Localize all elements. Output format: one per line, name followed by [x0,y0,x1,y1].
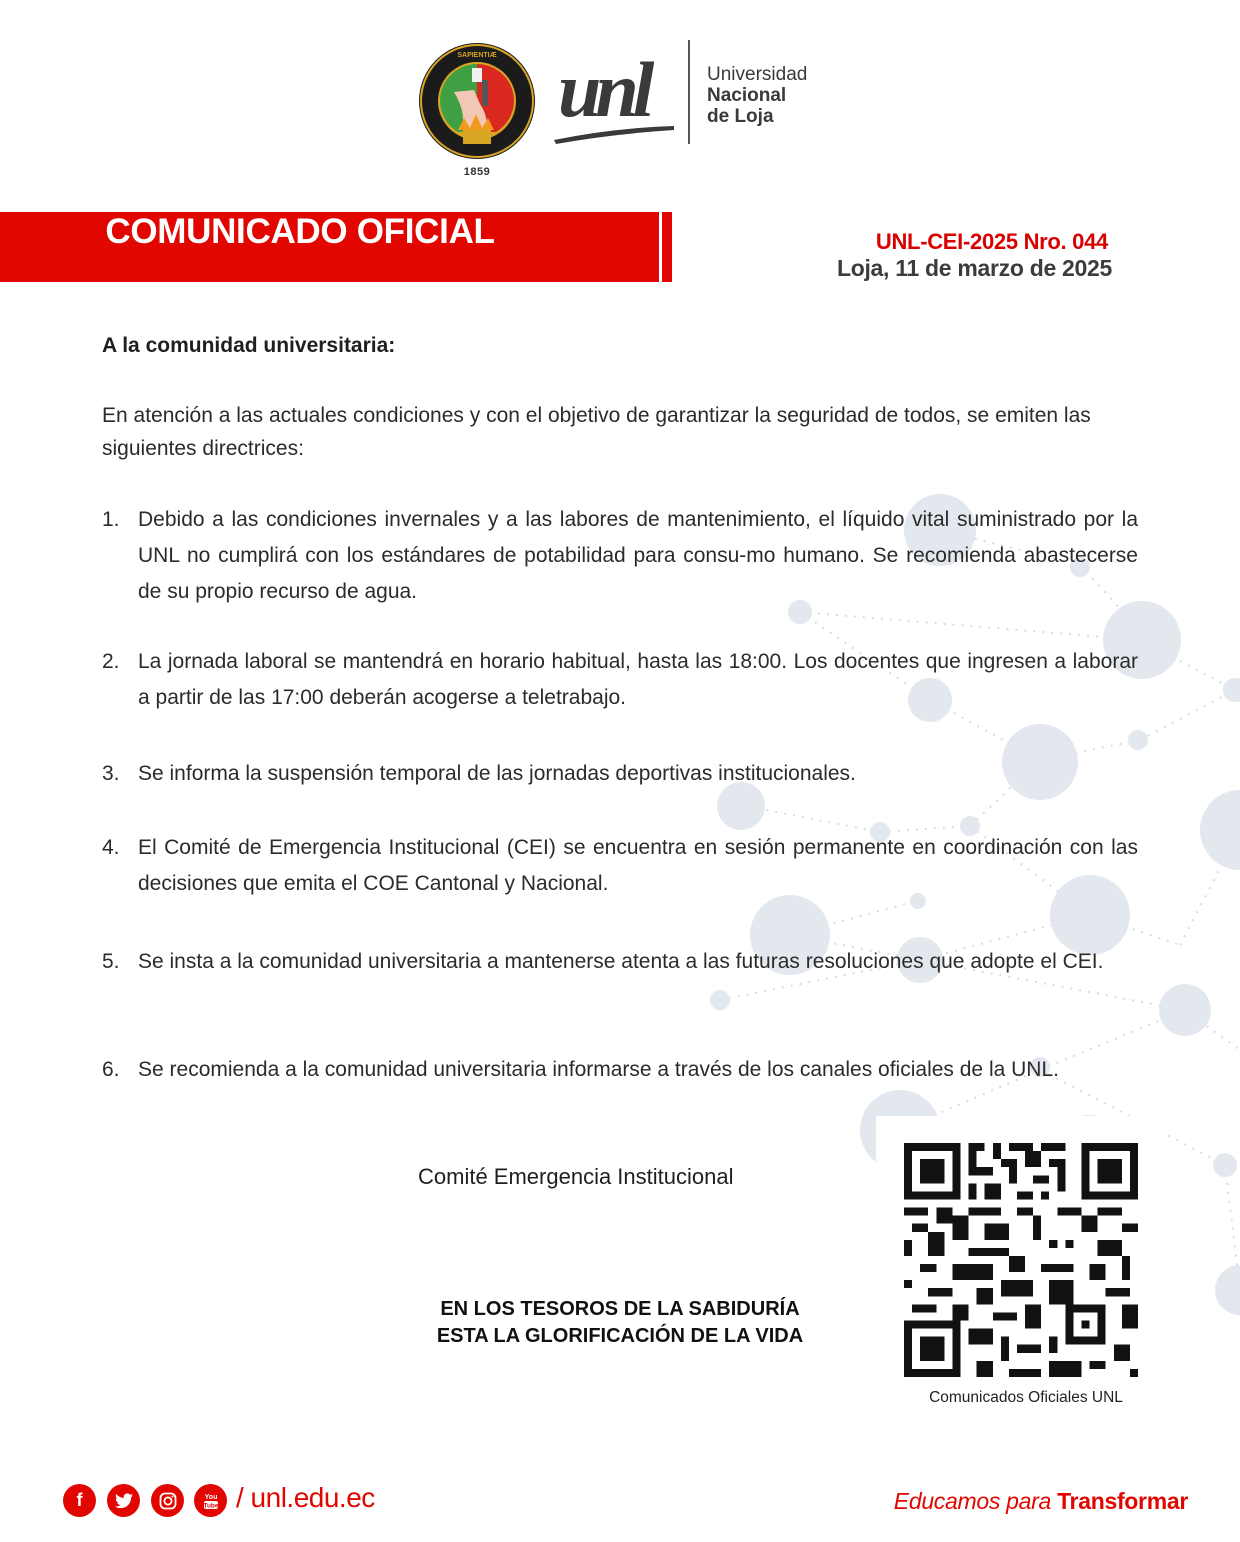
document-date: Loja, 11 de marzo de 2025 [836,255,1112,281]
motto-line-1: EN LOS TESOROS DE LA SABIDURÍA [440,1298,800,1320]
university-name [707,64,807,127]
directive-number: 1. [102,508,120,531]
page-title [0,212,700,282]
facebook-glyph: f [76,1490,83,1510]
qr-code[interactable] [904,1143,1138,1377]
directive-number: 2. [102,650,120,673]
instagram-icon[interactable] [151,1484,184,1517]
svg-text:Tube: Tube [202,1502,219,1509]
facebook-icon[interactable] [63,1484,96,1517]
institutional-motto [400,1296,840,1350]
motto-line-2: ESTA LA GLORIFICACIÓN DE LA VIDA [436,1325,804,1347]
slogan-bold: Transformar [1057,1488,1188,1514]
svg-text:You: You [204,1493,217,1501]
directive-text: Se recomienda a la comunidad universitaria informarse a través de los canales oficiales de la UNL. [138,1058,1059,1081]
directive-number: 5. [102,950,120,973]
directive-text: El Comité de Emergencia Institucional (CEI) se encuentra en sesión permanente en coordinación con las decisiones que emita el COE Cantonal y Nacional. [138,836,1138,895]
directive-item [102,644,1138,716]
directive-number: 4. [102,836,120,859]
youtube-icon[interactable] [194,1484,227,1517]
intro-paragraph: En atención a las actuales condiciones y con el objetivo de garantizar la seguridad de todos, se emiten las siguientes directrices: [102,404,1091,460]
directive-item [102,756,1138,792]
directive-item [102,830,1138,902]
website-link[interactable]: / unl.edu.ec [236,1482,375,1513]
unl-wordmark-logo [552,40,677,148]
directive-number: 6. [102,1058,120,1081]
svg-text:SAPIENTIÆ: SAPIENTIÆ [457,52,497,59]
directive-item [102,1052,1138,1088]
slogan [894,1488,1188,1515]
university-seal-logo [418,42,536,160]
instagram-glyph [159,1492,177,1510]
university-name-line-1: Universidad [707,64,808,85]
document-number: UNL-CEI-2025 Nro. 044 [875,229,1108,254]
directive-text: Debido a las condiciones invernales y a las labores de mantenimiento, el líquido vital suministrado por la UNL no cumplirá con los estándares de potabilidad para consu-mo humano. Se recomienda abastecerse de su propio recurso de agua. [138,508,1138,603]
directive-text: Se informa la suspensión temporal de las jornadas deportivas institucionales. [138,762,856,785]
qr-caption: Comunicados Oficiales UNL [929,1389,1123,1406]
signature: Comité Emergencia Institucional [418,1164,734,1189]
twitter-bird-glyph [115,1493,133,1509]
directive-text: La jornada laboral se mantendrá en horario habitual, hasta las 18:00. Los docentes que ingresen a laborar a partir de las 17:00 deberán acogerse a teletrabajo. [138,650,1138,709]
slogan-light: Educamos para [893,1488,1051,1514]
directive-number: 3. [102,762,120,785]
university-name-line-3: de Loja [707,106,774,127]
svg-text:unl: unl [558,46,649,133]
youtube-glyph [201,1491,221,1511]
directive-item [102,944,1138,980]
twitter-icon[interactable] [107,1484,140,1517]
logo-divider [688,40,690,144]
page-title-text: COMUNICADO OFICIAL [105,212,495,251]
seal-year: 1859 [463,166,491,178]
directive-text: Se insta a la comunidad universitaria a mantenerse atenta a las futuras resoluciones que adopte el CEI. [138,950,1104,973]
directive-item [102,502,1138,610]
salutation: A la comunidad universitaria: [102,334,396,357]
university-name-line-2: Nacional [707,85,787,106]
